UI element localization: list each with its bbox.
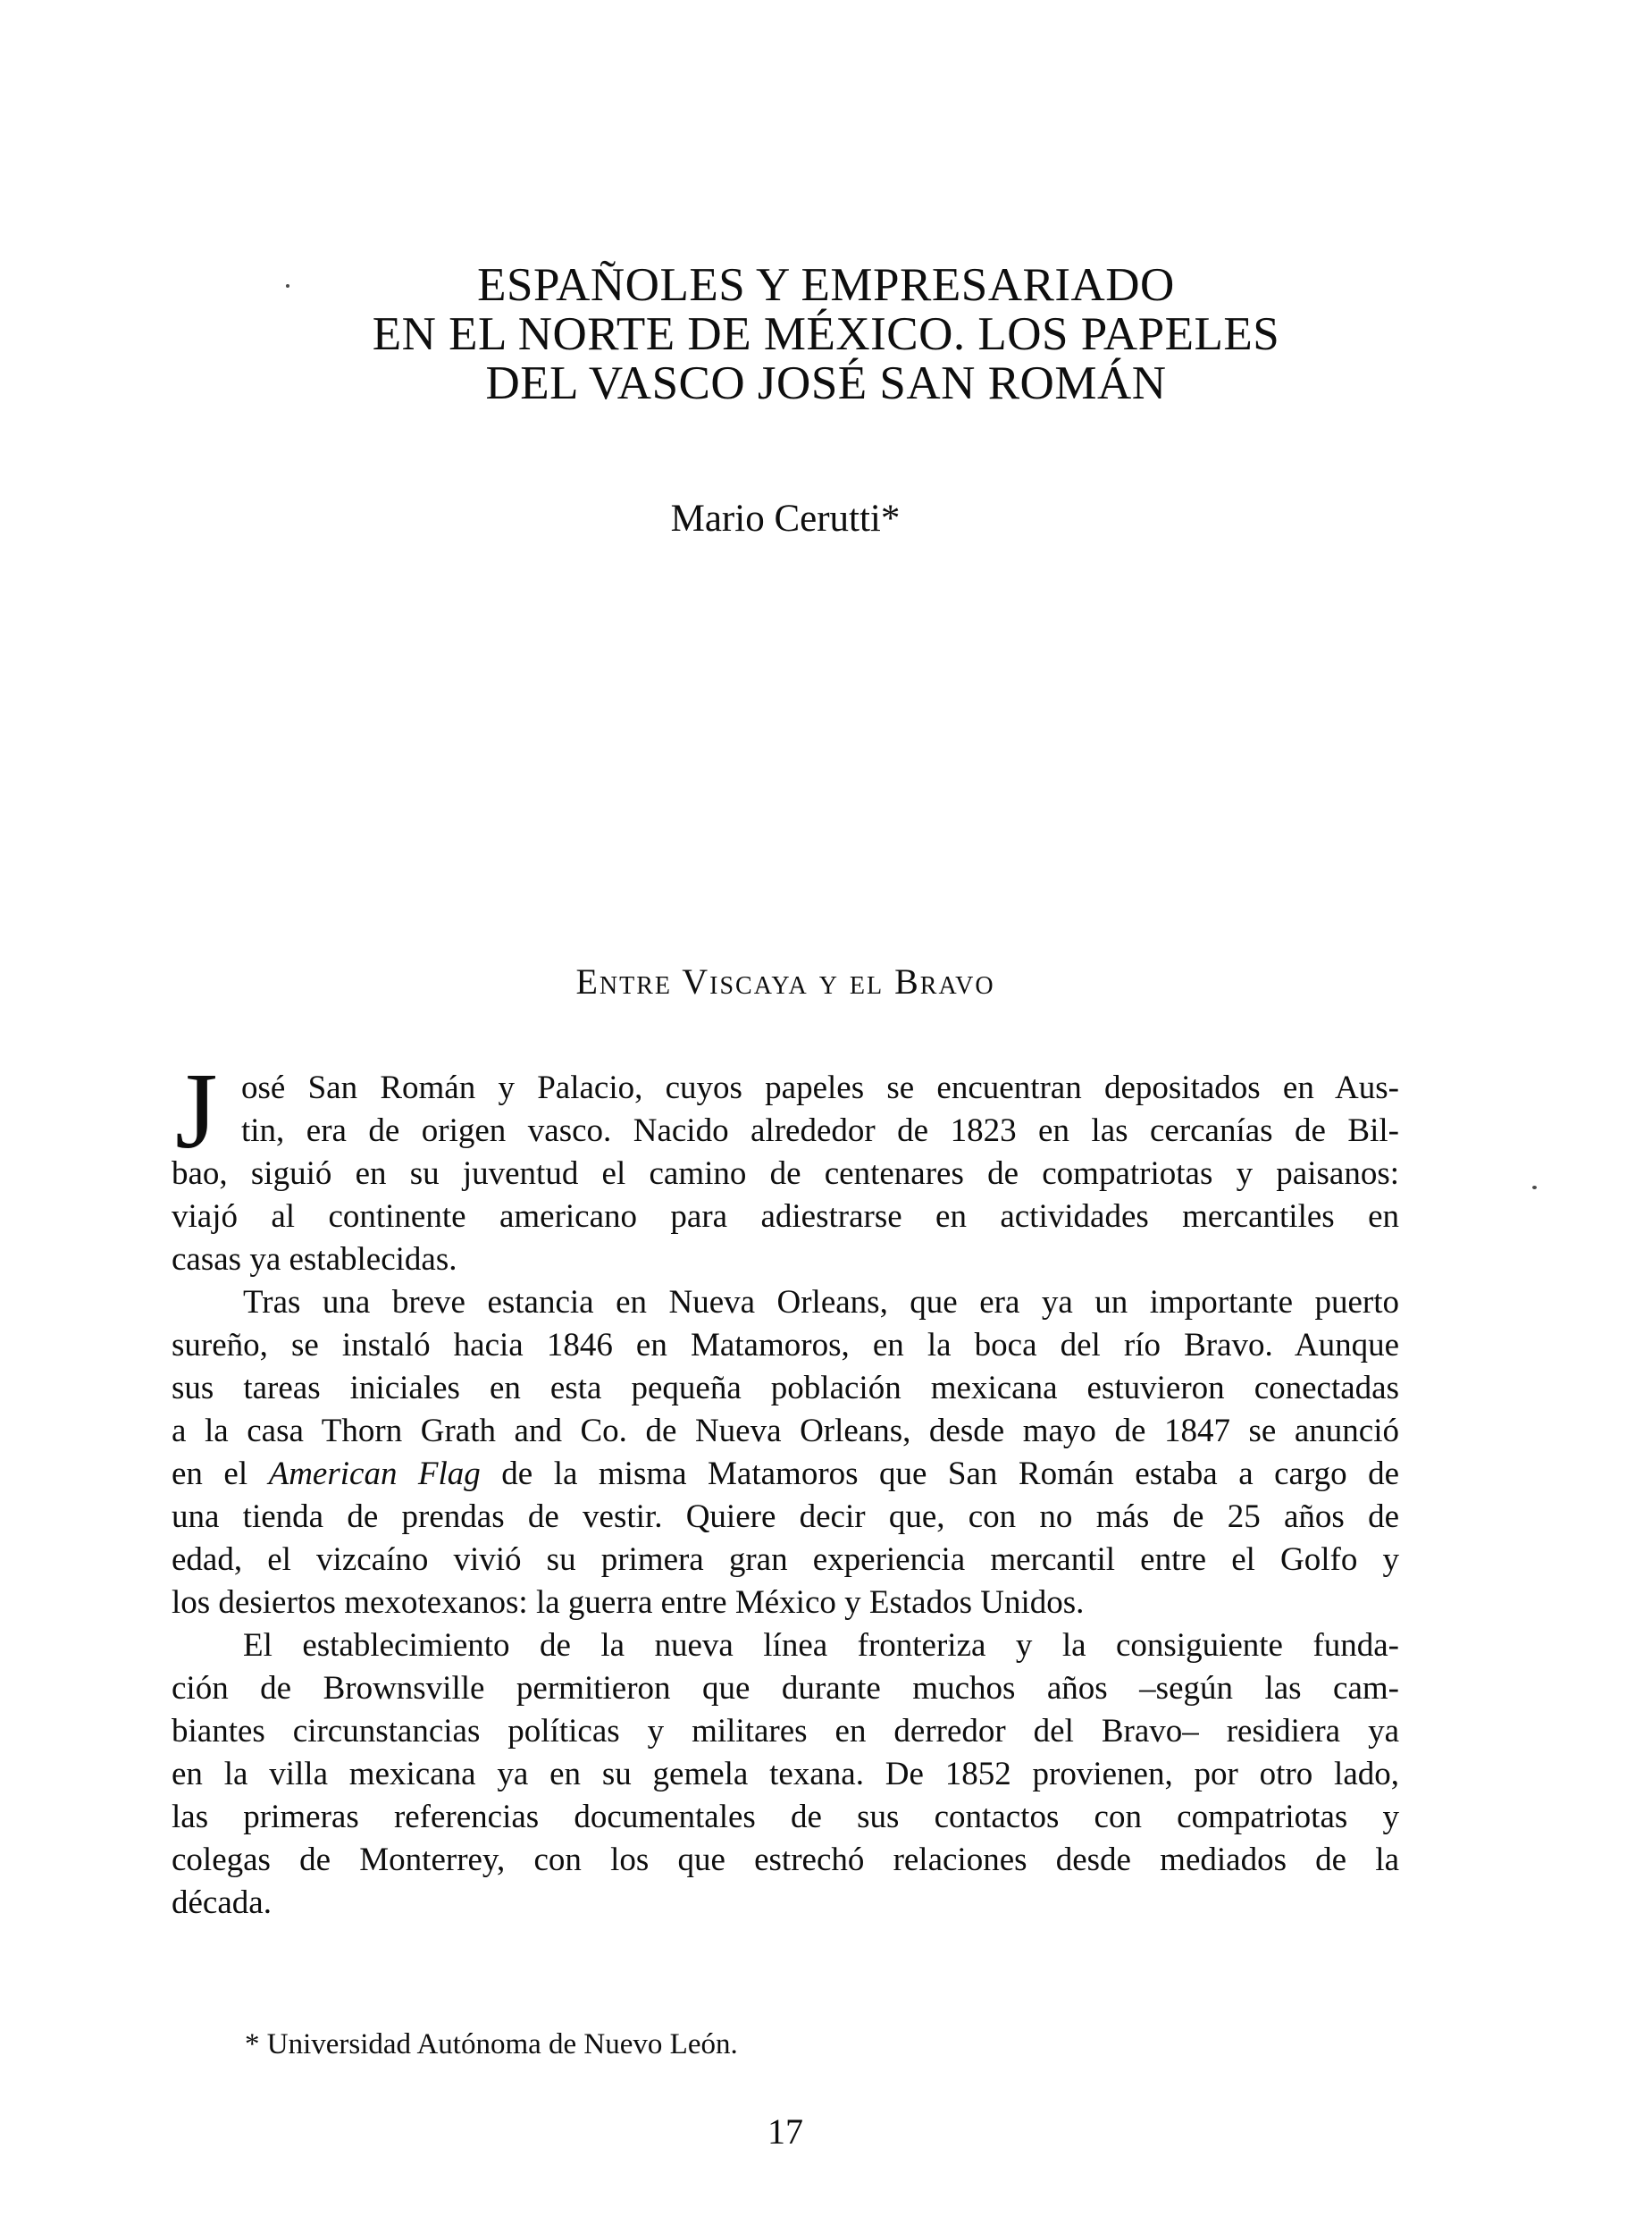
text-line: casas ya establecidas. (172, 1241, 457, 1278)
author-byline: Mario Cerutti* (670, 498, 901, 540)
title-line-2: EN EL NORTE DE MÉXICO. LOS PAPELES (372, 308, 1280, 360)
paragraph (172, 1624, 1399, 1925)
scan-speck (1532, 1186, 1537, 1189)
text-line: edad, el vizcaíno vivió su primera gran experiencia mercantil entre el Golfo y (172, 1541, 1399, 1578)
text-line: sureño, se instaló hacia 1846 en Matamoros, en la boca del río Bravo. Aunque (172, 1327, 1399, 1364)
text-line: una tienda de prendas de vestir. Quiere decir que, con no más de 25 años de (172, 1498, 1399, 1535)
text-line: sus tareas iniciales en esta pequeña población mexicana estuvieron conectadas (172, 1370, 1399, 1406)
page-number: 17 (767, 2111, 803, 2152)
drop-cap: J (175, 1051, 218, 1171)
text-line: El establecimiento de la nueva línea fronteriza y la consiguiente funda- (243, 1627, 1399, 1664)
text-line: las primeras referencias documentales de sus contactos con compatriotas y (172, 1799, 1399, 1835)
text-line: los desiertos mexotexanos: la guerra entre México y Estados Unidos. (172, 1584, 1085, 1621)
text-line: bao, siguió en su juventud el camino de centenares de compatriotas y paisanos: (172, 1155, 1399, 1192)
footnote: * Universidad Autónoma de Nuevo León. (245, 2028, 738, 2060)
title-line-3: DEL VASCO JOSÉ SAN ROMÁN (485, 357, 1167, 409)
paragraph (172, 1281, 1399, 1624)
scan-speck (286, 284, 289, 288)
text-line: tin, era de origen vasco. Nacido alrededor de 1823 en las cercanías de Bil- (241, 1112, 1399, 1149)
body-text (172, 1051, 1400, 1925)
text-line: biantes circunstancias políticas y militares en derredor del Bravo– residiera ya (172, 1713, 1399, 1750)
text-line: osé San Román y Palacio, cuyos papeles se encuentran depositados en Aus- (241, 1070, 1399, 1106)
text-line: a la casa Thorn Grath and Co. de Nueva Orleans, desde mayo de 1847 se anunció (172, 1413, 1399, 1449)
title-line-1: ESPAÑOLES Y EMPRESARIADO (477, 259, 1175, 311)
article-title (0, 261, 1652, 408)
text-line: en el American Flag de la misma Matamoros que San Román estaba a cargo de (172, 1456, 1400, 1492)
text-line: colegas de Monterrey, con los que estrechó relaciones desde mediados de la (172, 1842, 1399, 1878)
text-line: en la villa mexicana ya en su gemela texana. De 1852 provienen, por otro lado, (172, 1756, 1399, 1792)
text-line: viajó al continente americano para adiestrarse en actividades mercantiles en (172, 1198, 1399, 1235)
text-line: década. (172, 1884, 272, 1921)
paragraph (172, 1051, 1399, 1281)
text-line: Tras una breve estancia en Nueva Orleans, que era ya un importante puerto (243, 1284, 1399, 1321)
text-line: ción de Brownsville permitieron que durante muchos años –según las cam- (172, 1670, 1399, 1707)
section-heading: Entre Viscaya y el Bravo (575, 961, 995, 1002)
